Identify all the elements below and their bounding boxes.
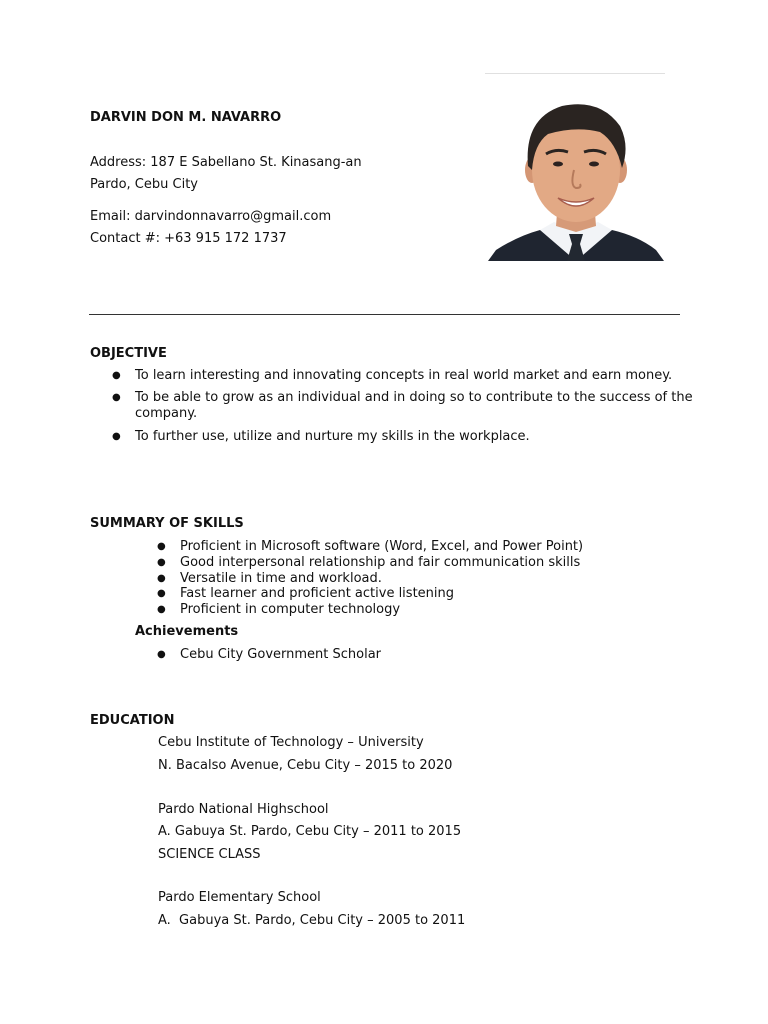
address-line-1: Address: 187 E Sabellano St. Kinasang-an (90, 155, 362, 170)
school-note: SCIENCE CLASS (158, 847, 261, 862)
bullet-icon: ● (157, 588, 166, 599)
achievements-heading: Achievements (135, 624, 239, 639)
objective-heading: OBJECTIVE (90, 346, 167, 361)
photo-top-border (485, 73, 665, 74)
header-divider (89, 314, 680, 315)
bullet-icon: ● (157, 541, 166, 552)
bullet-icon: ● (112, 431, 121, 442)
education-heading: EDUCATION (90, 713, 175, 728)
school-address: A. Gabuya St. Pardo, Cebu City – 2011 to 2015 (158, 824, 462, 839)
address-line-2: Pardo, Cebu City (90, 177, 198, 192)
contact-number: Contact #: +63 915 172 1737 (90, 231, 287, 246)
applicant-name: DARVIN DON M. NAVARRO (90, 110, 282, 125)
skill-item: Fast learner and proficient active listening (180, 586, 455, 601)
skill-item: Proficient in Microsoft software (Word, Excel, and Power Point) (180, 539, 584, 554)
objective-item: To learn interesting and innovating concepts in real world market and earn money. (135, 368, 673, 383)
skills-heading: SUMMARY OF SKILLS (90, 516, 244, 531)
achievement-item: Cebu City Government Scholar (180, 647, 382, 662)
bullet-icon: ● (157, 557, 166, 568)
objective-item-continued: company. (135, 406, 198, 421)
school-name: Pardo National Highschool (158, 802, 329, 817)
skill-item: Proficient in computer technology (180, 602, 401, 617)
objective-item: To further use, utilize and nurture my skills in the workplace. (135, 429, 530, 444)
bullet-icon: ● (157, 604, 166, 615)
school-name: Cebu Institute of Technology – University (158, 735, 424, 750)
profile-photo (488, 90, 664, 261)
school-address: A. Gabuya St. Pardo, Cebu City – 2005 to 2011 (158, 913, 466, 928)
bullet-icon: ● (157, 573, 166, 584)
bullet-icon: ● (112, 392, 121, 403)
school-address: N. Bacalso Avenue, Cebu City – 2015 to 2020 (158, 758, 453, 773)
skill-item: Good interpersonal relationship and fair communication skills (180, 555, 581, 570)
objective-item: To be able to grow as an individual and in doing so to contribute to the success of the (135, 390, 693, 405)
school-name: Pardo Elementary School (158, 890, 321, 905)
skill-item: Versatile in time and workload. (180, 571, 382, 586)
bullet-icon: ● (157, 649, 166, 660)
email: Email: darvindonnavarro@gmail.com (90, 209, 332, 224)
bullet-icon: ● (112, 370, 121, 381)
